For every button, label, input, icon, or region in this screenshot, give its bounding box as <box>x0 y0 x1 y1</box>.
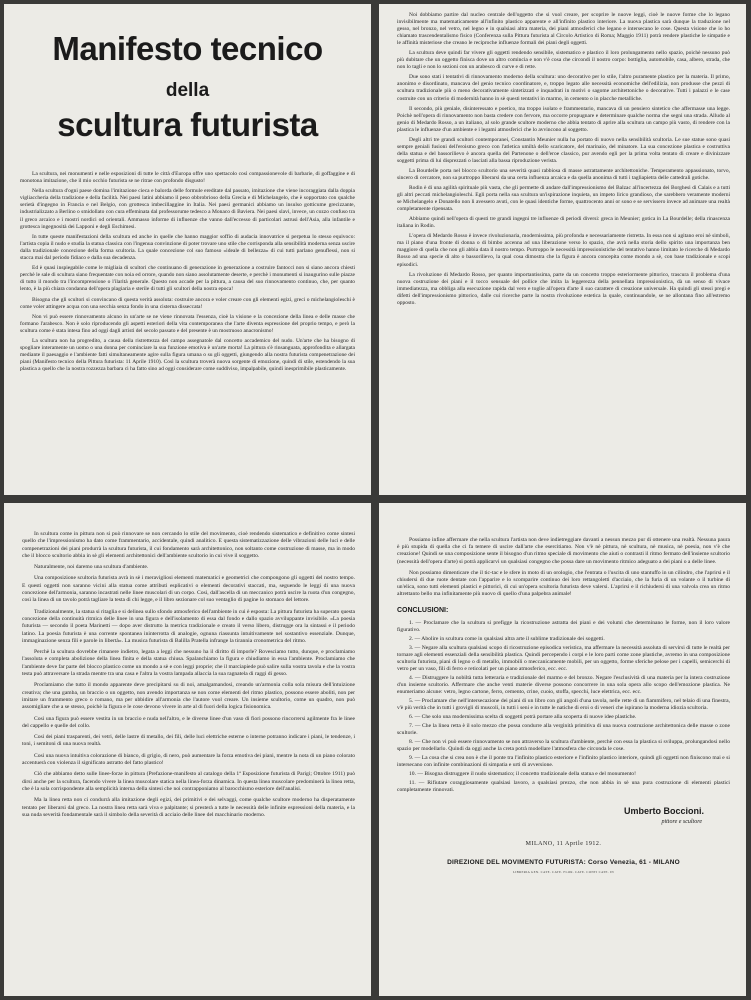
conclusions-list <box>397 620 730 794</box>
signature-block <box>397 806 730 825</box>
paragraph: La rivoluzione di Medardo Rosso, per quanto importantissima, parte da un concetto troppo esteriormente pittorico, trascura il problema d'una nuova costruzione dei piani e il tocco sensuale del pollice che imita la leggerezza della pennellata impressionistica, dà un senso di vivace immediatezza, ma obbliga alla esecuzione rapida dal vero e toglie all'opera d'arte il suo carattere di creazione universale. Ha quindi gli stessi pregi e difetti dell'impressionismo pittorico, dalle cui ricerche parte la nostra rivoluzione estetica la quale, continuandole, se ne allontana fino all'estremo opposto. <box>397 271 730 306</box>
conclusion-item: 11. — Rifiutare coraggiosamente qualsiasi lavoro, a qualsiasi prezzo, che non abbia in sè una pura costruzione di elementi plastici completamente rinnovati. <box>397 779 730 793</box>
paragraph: Non vi può essere rinnovamento alcuno in un'arte se ne viene rinnovata l'essenza, cioè la visione e la concezione della linea e delle masse che formano l'arabesco. Non è solo riproducendo gli aspetti esteriori della vita contemporanea che l'arte diventa espressione del proprio tempo, e però la scultura come è stata intesa fino ad oggi dagli artisti del secolo passato e del presente è un mostruoso anacronismo! <box>20 313 355 334</box>
conclusion-item: 9. — La cosa che si crea non è che il ponte tra l'infinito plastico esteriore e l'infinito plastico interiore, quindi gli oggetti non finiscono mai e si intersecano con infinite combinazioni di simpatia e urti di avversione. <box>397 754 730 768</box>
paragraph: Rodin è di una agilità spirituale più vasta, che gli permette di andare dall'impressionismo del Balzac all'incertezza dei Borghesi di Calais e a tutti gli altri peccati michelangioleschi. Egli porta nella sua scultura un'ispirazione inquieta, un impeto lirico grandioso, che sarebbero veramente moderni se Michelangelo e Donatello non li avessero avuti, con le quasi identiche forme, quattrocento anni or sono e se servissero invece ad animare una realtà completamente ripensata. <box>397 185 730 213</box>
manifesto-page-3 <box>4 503 371 996</box>
signature-name: Umberto Boccioni. <box>623 805 704 816</box>
page-2-body <box>397 12 730 307</box>
paragraph: Il secondo, più geniale, disinteressato e poetico, ma troppo isolato e frammentario, mancava di un pensiero sintetico che affermasse una legge. Poichè nell'opera di rinnovamento non basta credere con fervore, ma occorre propugnare e determinare qualche norma che segni una strada. Alludo al genio di Medardo Rosso, a un italiano, al solo grande scultore moderno che abbia tentato di aprire alla scultura un campo più vasto, di rendere con la plastica le influenze d'un ambiente e i legami atmosferici che lo avvincono al soggetto. <box>397 105 730 133</box>
manifesto-page-1 <box>4 4 371 495</box>
paragraph: La scultura deve quindi far vivere gli oggetti rendendo sensibile, sistematico e plastico il loro prolungamento nello spazio, poichè nessuno può più dubitare che un oggetto finisca dove un altro comincia e non v'è cosa che circondi il nostro corpo: bottiglia, automobile, casa, albero, strada, che non lo tagli e non lo sezioni con un arabesco di curve e di rette. <box>397 50 730 71</box>
paragraph: Tradizionalmente, la statua si ritaglia e si delinea sullo sfondo atmosferico dell'ambiente in cui è esposta: La pittura futurista ha superato questa concezione della continuità ritmica delle linee in una figura e dell'isolamento di essa dal fondo e dallo spazio avviluppante invisibile. «La poesia futurista — secondo il poeta Marinetti — dopo aver distrutto la metrica tradizionale e creato il verso libero, distrugge ora la sintassi e il periodo latino. La poesia futurista è una corrente spontanea ininterrotta di analogie, ognuna riassunta intuitivamente nel sostantivo essenziale. Dunque, immaginazione senza fili e parole in libertà». La musica futurista di Balilla Pratella infrange la tirannia cronometrica del ritmo. <box>22 608 355 644</box>
conclusion-item: 5. — Proclamare che nell'intersecazione dei piani di un libro con gli angoli d'una tavola, nelle rette di un fiammifero, nel telaio di una finestra, v'è più verità che in tutti i grovigli di muscoli, in tutti i seni e in tutte le natiche di eroi o di veneri che ispirano la moderna idiozia scultoria. <box>397 697 730 711</box>
title-line-1: Manifesto tecnico <box>52 30 323 67</box>
printer-note: LIBRERIA GEN. CATE. CATE. FLOR. CATE. CONTI CATE. IN <box>513 869 614 874</box>
paragraph: L'opera di Medardo Rosso è invece rivoluzionaria, modernissima, più profonda e necessariamente ristretta. In essa non si agitano eroi nè simboli, ma il piano d'una fronte di donna o di bimbo accenna ad una liberazione verso lo spazio, che avrà nella storia dello spirito una importanza ben maggiore di quella che non gli abbia data il nostro tempo. Purtroppo le necessità impressionistiche del tentativo hanno limitato le ricerche di Medardo Rosso ad una specie di alto o bassorilievo, la qual cosa dimostra che la figura è ancora concepita come mondo a sè, con base tradizionale e scopi episodici. <box>397 233 730 268</box>
paragraph: Così una nuova intuitiva colorazione di bianco, di grigio, di nero, può aumentare la forza emotiva dei piani, mentre la nota di un piano colorato accentuerà con violenza il significato astratto del fatto plastico! <box>22 752 355 767</box>
page-4-body <box>397 537 730 599</box>
conclusion-item: 1. — Proclamare che la scultura si prefigge la ricostruzione astratta dei piani e dei volumi che determinano le forme, non il loro valore figurativo. <box>397 619 730 633</box>
title-line-3: scultura futurista <box>57 106 318 143</box>
title-line-2: della <box>165 80 210 101</box>
paragraph: Bisogna che gli scultori si convincano di questa verità assoluta: costruire ancora e voler creare con gli elementi egizi, greci o michelangioleschi è come voler attingere acqua con una secchia senza fondo in una cisterna disseccata! <box>20 296 355 310</box>
paragraph: Ma la linea retta non ci condurrà alla imitazione degli egizi, dei primitivi e dei selvaggi, come qualche scultore moderno ha disperatamente tentato per liberarsi dal greco. La nostra linea retta sarà viva e palpitante; si presterà a tutte le necessità delle infinite espressioni della materia, e la sua nuda severità fondamentale sarà il simbolo della severità di acciaio delle linee del macchinario moderno. <box>22 797 355 818</box>
paragraph: Degli altri tre grandi scultori contemporanei, Constantin Meunier nulla ha portato di nuovo nella sensibilità scultoria. Le sue statue sono quasi sempre geniali fusioni dell'eroismo greco con l'atletica umiltà dello scaricatore, del marinaio, del minatore. La sua concezione plastica e costruttiva della statua e del bassorilievo è ancora quella del Partenone o dell'eroe classico, pur avendo egli per la prima volta tentato di creare e divinizzare soggetti prima di lui disprezzati o lasciati alla bassa riproduzione verista. <box>397 136 730 164</box>
paragraph: La Bourdelle porta nel blocco scultorio una severità quasi rabbiosa di masse astrattamente architettoniche. Temperamento appassionato, torvo, sincero di cercatore, non sa purtroppo liberarsi da una certa influenza arcaica e da quella anonima di tutti i tagliapietra delle cattedrali gotiche. <box>397 167 730 181</box>
paragraph: Perchè la scultura dovrebbe rimanere indietro, legata a leggi che nessuno ha il diritto di imporle? Rovesciamo tutto, dunque, e proclamiamo l'assoluta e completa abolizione della linea finita e della statua chiusa. Spalanchiamo la figura e chiudiamo in essa l'ambiente. Proclamiamo che l'ambiente deve far parte del blocco plastico come un mondo a sè e con leggi proprie; che il marciapiede può salire sulla vostra tavola e che la vostra testa può attraversare la strada mentre tra una casa e l'altra la vostra lampada allaccia la sua ragnatela di raggi di gesso. <box>22 649 355 678</box>
paragraph: Così una figura può essere vestita in un braccio e nuda nell'altro, e le diverse linee d'un vaso di fiori possono rincorrersi agilmente fra le linee del cappello e quelle del collo. <box>22 715 355 729</box>
paragraph: In tutte queste manifestazioni della scultura ed anche in quelle che hanno maggior soffio di audacia innovatrice si perpetua lo stesso equivoco: l'artista copia il nudo e studia la statua classica con l'ingenua convinzione di poter trovare uno stile che corrisponda alla sensibilità moderna senza uscire dalla tradizionale concezione della forma scultoria. La quale concezione col suo famoso «ideale di bellezza» di cui tutti parlano genuflessi, non si stacca mai dal periodo fidiaco e dalla sua decadenza. <box>20 233 355 262</box>
paragraph: La scultura, nei monumenti e nelle esposizioni di tutte le città d'Europa offre uno spettacolo così compassionevole di barbarie, di goffaggine e di monotona imitazione, che il mio occhio futurista se ne ritrae con profondo disgusto! <box>20 171 355 185</box>
paragraph: Noi dobbiamo partire dal nucleo centrale dell'oggetto che si vuol creare, per scoprire le nuove leggi, cioè le nuove forme che lo legano invisibilmente ma matematicamente all'infinito plastico apparente e all'infinito plastico interiore. La nuova plastica sarà dunque la traduzione nel gesso, nel bronzo, nel vetro, nel legno e in qualsiasi altra materia, dei piani atmosferici che legano e intersecano le cose. Questa visione che io ho chiamato trascendentalismo fisico (Conferenza sulla Pittura futurista al Circolo Artistico di Roma; Maggio 1911) potrà rendere plastiche le simpatie e le affinità misteriose che creano le reciproche influenze formali dei piani degli oggetti. <box>397 12 730 47</box>
page-3-body <box>22 531 355 819</box>
paragraph: Ed è quasi inspiegabile come le migliaia di scultori che continuano di generazione in generazione a costruire fantocci non si siano ancora chiesti perchè le sale di scultura siano frequentate con noia ed orrore, quando non siano assolutamente deserte, e perchè i monumenti si inaugurino sulle piazze di tutto il mondo tra l'incomprensione o l'ilarità generale. Questo non accade per la pittura, a causa del suo rinnovamento continuo, che, per quanto lento, è la più chiara condanna dell'opera plagiaria e sterile di tutti gli scultori della nostra epoca! <box>20 265 355 293</box>
paragraph: Nella scultura d'ogni paese domina l'imitazione cieca e balorda delle formule ereditate dal passato, imitazione che viene incoraggiata dalla doppia vigliaccheria della tradizione e della facilità. Nei paesi latini abbiamo il peso obbrobrioso della Grecia e di Michelangelo, che è sopportato con qualche serietà d'ingegno in Francia e nel Belgio, con grottesca imbecillaggine in Italia. Nei paesi germanici abbiamo un insulso gotticume grecizzante, industrializzato a Berlino o smidollato con cura effeminata dal professorume tedesco a Monaco di Baviera. Nei paesi slavi, invece, un cozzo confuso tra il greco arcaico e i mostri nordici od orientali. Ammasso informe di influenze che vanno dall'eccesso di particolari astrusi dell'Asia, alla infantile e grottesca ingegnosità dei Lapponi e degli Eschimesi. <box>20 188 355 230</box>
conclusion-item: 4. — Distruggere la nobiltà tutta letteraria e tradizionale del marmo e del bronzo. Negare l'esclusività di una materia per la intera costruzione d'un insieme scultorio. Affermare che anche venti materie diverse possono concorrere in una sola opera allo scopo dell'emozione plastica. Ne enumeriamo alcune: vetro, legno cartone, ferro, cemento, crine, cuoio, stoffa, specchi, luce elettrica, ecc. ecc. <box>397 674 730 695</box>
manifesto-page-4 <box>379 503 746 996</box>
paragraph: Due sono stati i tentativi di rinnovamento moderno della scultura: uno decorativo per lo stile, l'altro puramente plastico per la materia. Il primo, anonimo e disordinato, mancava del genio tecnico coordinatore, e, troppo legato alle necessità economiche dell'edilizia, non produsse che pezzi di scultura tradizionale più o meno decorativamente sintetizzati e inquadrati in motivi o sagome architettoniche o decorative. Tutti i palazzi e le case costruite con un criterio di modernità hanno in sè questi tentativi in marmo, in cemento o in placche metalliche. <box>397 74 730 102</box>
signature-role: pittore e scultore <box>661 818 702 825</box>
paragraph: Abbiamo quindi nell'opera di questi tre grandi ingegni tre influenze di periodi diversi: greca in Meunier; gotica in La Bourdelle; della rinascenza italiana in Rodin. <box>397 216 730 230</box>
paragraph: La scultura non ha progredito, a causa della ristrettezza del campo assegnatole dal concetto accademico del nudo. Un'arte che ha bisogno di spogliare interamente un uomo o una donna per cominciare la sua funzione emotiva è un'arte morta! La pittura s'è rinsanguata, approfondita e allargata mediante il paesaggio e l'ambiente fatti simultaneamente agire sulla figura umana o su gli oggetti, giungendo alla nostra futurista compenetrazione dei piani (Manifesto tecnico della Pittura futurista: 11 Aprile 1910). Così la scultura troverà nuova sorgente di emozione, quindi di stile, estendendo la sua plastica a quello che la nostra rozzezza barbara ci ha fatto sino ad oggi considerare come suddiviso, impalpabile, quindi inesprimibile plasticamente. <box>20 337 355 373</box>
conclusion-item: 6. — Che solo una modernissima scelta di soggetti potrà portare alla scoperta di nuove idee plastiche. <box>409 713 637 720</box>
paragraph: Ciò che abbiamo detto sulle linee-forze in pittura (Prefazione-manifesto al catalogo della 1ª Esposizione futurista di Parigi; Ottobre 1911) può dirsi anche per la scultura, facendo vivere la linea muscolare statica nella linea-forza dinamica. In questa linea muscolare predominerà la linea retta, che è la sola corrispondente alla semplicità interna della sintesi che noi contrapponiamo al barocchismo esteriore dell'analisi. <box>22 771 355 792</box>
manifesto-page-2 <box>379 4 746 495</box>
paragraph: Non possiamo dimenticare che il tic-tac e le sfere in moto di un orologio, che l'entrata o l'uscita di uno stantuffo in un cilindro, che l'aprirsi e il chiudersi di due ruote dentate con l'apparire e lo scomparire continuo dei loro rettangoletti d'acciaio, che la furia di un volante o il turbine di un'elica, sono tutti elementi plastici e pittorici, di cui un'opera scultoria futurista deve valersi. L'aprirsi e il richiudersi di una valvola crea un ritmo altrettanto bello ma infinitamente più nuovo di quello d'una palpebra animale! <box>397 569 730 598</box>
page-1-body <box>20 171 355 373</box>
conclusion-item: 8. — Che non vi può essere rinnovamento se non attraverso la scultura d'ambiente, perchè con essa la plastica si sviluppa, prolungandosi nello spazio per modellarlo. Quindi da oggi anche la creta potrà modellare l'atmosfera che circonda le cose. <box>397 738 730 752</box>
paragraph: In scultura come in pittura non si può rinnovare se non cercando lo stile del movimento, cioè rendendo sistematico e definitivo come sintesi quello che l'impressionismo ha dato come frammentario, accidentale, quindi analitico. E questa sistematizzazione delle vibrazioni delle luci e delle compenetrazioni dei piani produrrà la scultura futurista, il cui fondamento sarà architettonico, non soltanto come costruzione di masse, ma in modo che il blocco scultorio abbia in sè gli elementi architettonici dell'ambiente scultorio in cui vive il soggetto. <box>22 531 355 559</box>
conclusion-item: 3. — Negare alla scultura qualsiasi scopo di ricostruzione episodica veristica, ma affermare la necessità assoluta di servirsi di tutte le realtà per tornare agli elementi essenziali della sensibilità plastica. Quindi percependo i corpi e le loro parti come zone plastiche, avremo in una composizione scultoria futurista, piani di legno o di metallo, immobili o meccanicamente mobili, per un oggetto, forme sferiche pelose per i capelli, semicerchi di vetro per un vaso, fili di ferro e reticolati per un piano atmosferico, ecc. ecc. <box>397 644 730 672</box>
paragraph: Possiamo infine affermare che nella scultura l'artista non deve indietreggiare davanti a nessun mezzo pur di ottenere una realtà. Nessuna paura è più stupida di quella che ci fa temere di uscire dall'arte che esercitiamo. Non v'è nè pittura, nè scultura, nè musica, nè poesia, non v'è che creazione! Quindi se una composizione sente il bisogno d'un ritmo speciale di movimento che aiuti o contrasti il ritmo fermato dell'insieme scultorio (necessità dell'opera d'arte) si potrà applicarvi un qualsiasi congegno che possa dare un movimento ritmico adeguato a dei piani o a delle linee. <box>397 537 730 565</box>
date-line: MILANO, 11 Aprile 1912. <box>525 840 602 847</box>
paragraph: Una composizione scultoria futurista avrà in sè i meravigliosi elementi matematici e geometrici che compongono gli oggetti del nostro tempo. E questi oggetti non saranno vicini alla statua come attributi esplicativi o elementi decorativi staccati, ma, seguendo le leggi di una nuova concezione dell'armonia, saranno incastrati nelle linee muscolari di un corpo. Così, dall'ascella di un meccanico potrà uscire la ruota d'un congegno, così la linea di un tavolo potrà tagliare la testa di chi legge, e il libro sezionare col suo ventaglio di pagine lo stomaco del lettore. <box>22 575 355 604</box>
publisher-address: DIREZIONE DEL MOVIMENTO FUTURISTA: Corso Venezia, 61 - MILANO <box>447 858 680 866</box>
conclusions-heading: CONCLUSIONI: <box>397 606 449 614</box>
paragraph: Così dei piani trasparenti, dei vetri, delle lastre di metallo, dei fili, delle luci elettriche esterne o interne potranno indicare i piani, le tendenze, i toni, i semitoni di una nuova realtà. <box>22 734 355 748</box>
conclusion-item: 2. — Abolire in scultura come in qualsiasi altra arte il sublime tradizionale dei soggetti. <box>409 635 605 642</box>
paragraph: Proclamiamo che tutto il mondo apparente deve precipitarsi su di noi, amalgamandosi, creando un'armonia colla sola misura dell'intuizione creativa; che una gamba, un braccio o un oggetto, non avendo importanza se non come elementi del ritmo plastico, possono essere aboliti, non per imitare un frammento greco o romano, ma per ubbidire all'armonia che l'autore vuol creare. Un insieme scultorio, come un quadro, non può assomigliare che a se stesso, poichè la figura e le cose devono vivere in arte al di fuori della logica fisionomica. <box>22 682 355 711</box>
paragraph: Naturalmente, noi daremo una scultura d'ambiente. <box>34 564 149 571</box>
conclusion-item: 7. — Che la linea retta è il solo mezzo che possa condurre alla verginità primitiva di una nuova costruzione architettonica delle masse o zone scultorie. <box>397 722 730 736</box>
conclusion-item: 10. — Bisogna distruggere il nudo sistematico; il concetto tradizionale della statua e del monumento! <box>409 770 636 777</box>
